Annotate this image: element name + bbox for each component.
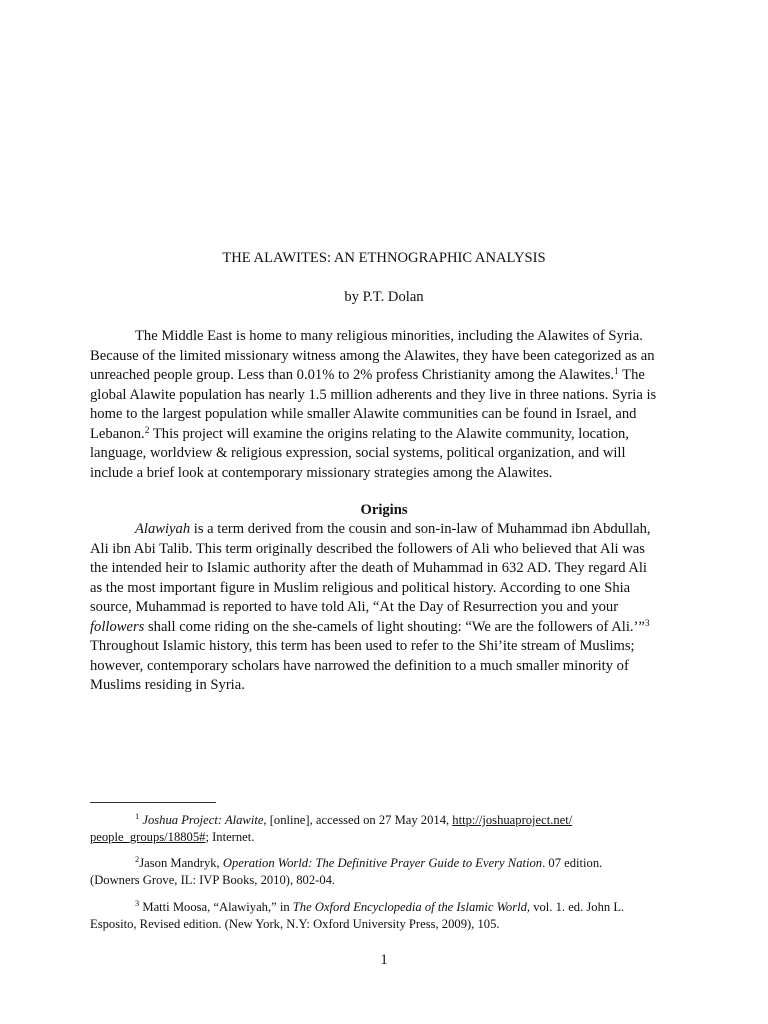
- footnote-link[interactable]: people_groups/18805#: [90, 829, 206, 844]
- author-byline: by P.T. Dolan: [344, 289, 424, 305]
- footnote-number: 1: [135, 811, 140, 821]
- paragraph-line: Lebanon.$^2$ This project will examine the origins relating to the Alawite community, location,: [90, 425, 629, 442]
- footnote-ref-3: 3: [644, 618, 650, 629]
- paragraph-line: unreached people group. Less than 0.01% to 2% profess Christianity among the Alawites.$^1$ The: [90, 367, 645, 383]
- page-number: 1: [380, 952, 388, 968]
- footnote-separator: [90, 802, 216, 803]
- footnote-2: $^2$Jason Mandryk, Operation World: The Definitive Prayer Guide to Every Nation. 07 edition. (Downers Grove, IL: IVP Books, 2010), 802-04.: [90, 854, 603, 887]
- paragraph-line: The Middle East is home to many religious minorities, including the Alawites of Syria.: [135, 328, 643, 344]
- paragraph-line: global Alawite population has nearly 1.5 million adherents and they live in three nations. Syria is: [90, 386, 657, 403]
- paragraph-line: the intended heir to Islamic authority after the death of Muhammad in 632 AD. They regard Ali: [90, 560, 647, 576]
- paragraph-line: home to the largest population while smaller Alawite communities can be found in Israel, and: [90, 406, 637, 422]
- footnote-ref-1: 1: [614, 367, 619, 377]
- intro-paragraph: [90, 327, 678, 483]
- paragraph-line: Because of the limited missionary witness among the Alawites, they have been categorized as an: [90, 347, 655, 364]
- paragraph-line: Ali ibn Abi Talib. This term originally described the followers of Ali who believed that Ali was: [90, 540, 645, 557]
- paragraph-line: Alawiyah is a term derived from the cousin and son-in-law of Muhammad ibn Abdullah,: [135, 521, 651, 537]
- footnote-number: 2: [135, 854, 140, 864]
- paragraph-line: source, Muhammad is reported to have told Ali, “At the Day of Resurrection you and your: [90, 599, 619, 615]
- paragraph-line: include a brief look at contemporary missionary strategies among the Alawites.: [90, 464, 553, 481]
- footnote-number: 3: [135, 898, 140, 908]
- paragraph-line: followers shall come riding on the she-camels of light shouting: “We are the followers of Ali.’”$^3$: [90, 618, 650, 635]
- document-title: THE ALAWITES: AN ETHNOGRAPHIC ANALYSIS: [222, 250, 546, 266]
- footnote-3: $^3$ Matti Moosa, “Alawiyah,” in The Oxford Encyclopedia of the Islamic World, vol. 1. ed. John L. Esposito, Revised edition. (New York, N.Y: Oxford University Press, 2009), 105.: [90, 898, 625, 931]
- footnote-ref-2: 2: [144, 425, 150, 436]
- paragraph-line: Muslims residing in Syria.: [90, 677, 245, 693]
- paragraph-line: Throughout Islamic history, this term has been used to refer to the Shi’ite stream of Muslims;: [90, 638, 635, 654]
- paragraph-line: as the most important figure in Muslim religious and political history. According to one Shia: [90, 579, 631, 596]
- paragraph-line: language, worldview & religious expression, social systems, political organization, and will: [90, 445, 626, 461]
- origins-paragraph: [90, 520, 678, 696]
- paragraph-line: however, contemporary scholars have narrowed the definition to a much smaller minority of: [90, 657, 629, 674]
- footnote-1: $^1$ Joshua Project: Alawite, [online], accessed on 27 May 2014, http://joshuaproject.net/ people_groups/18805#; Internet.: [90, 811, 573, 844]
- section-heading-origins: Origins: [360, 502, 408, 518]
- footnote-link[interactable]: http://joshuaproject.net/: [452, 813, 573, 827]
